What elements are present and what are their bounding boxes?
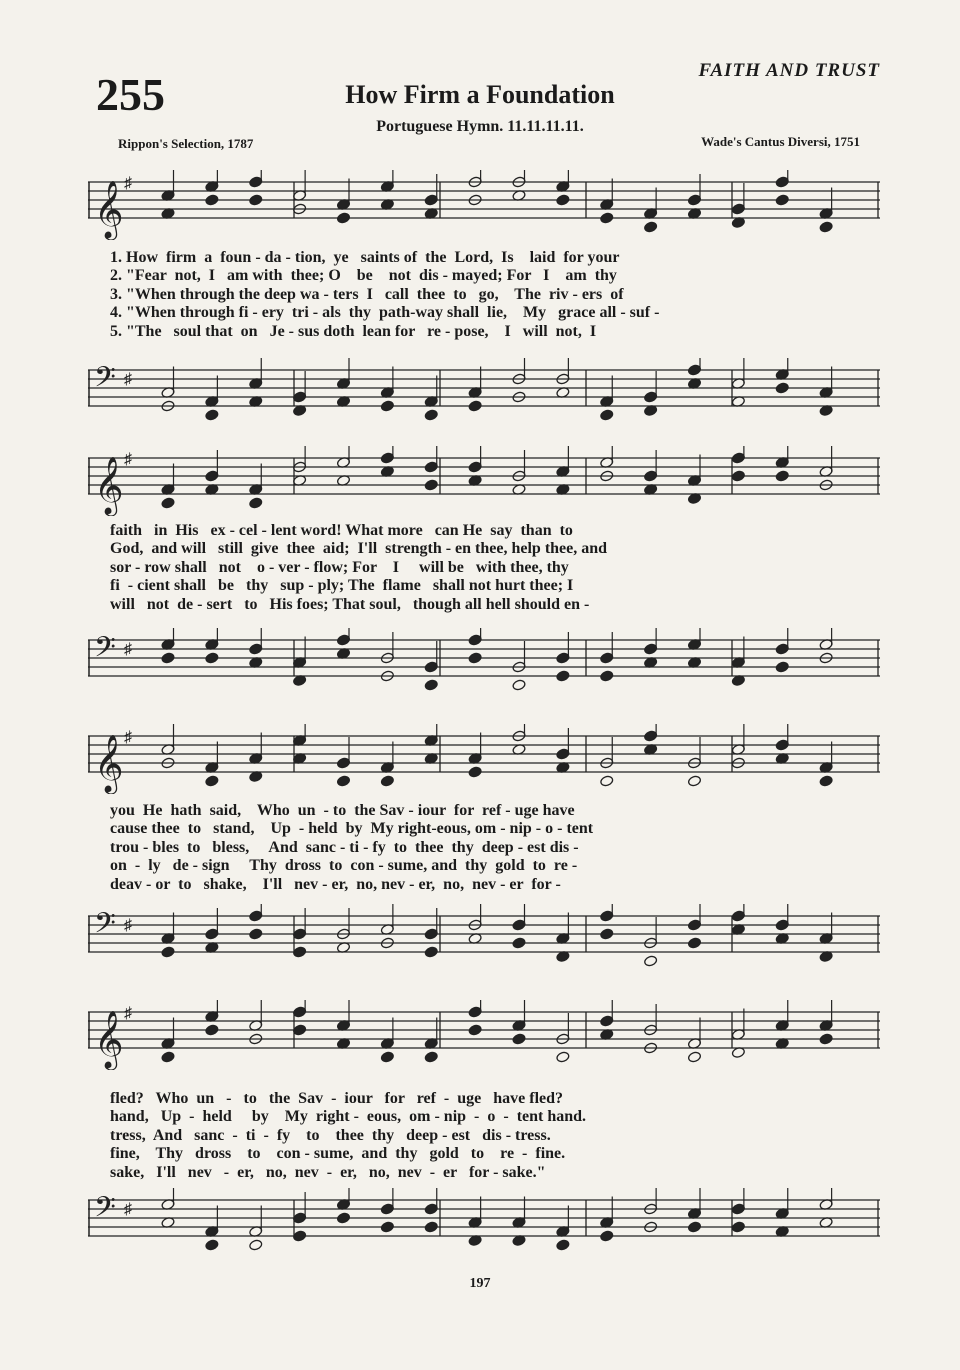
note-head [424, 409, 438, 421]
note-head [775, 382, 789, 394]
note-head [380, 1221, 394, 1233]
bass-staff-system-3 [88, 904, 880, 974]
note-head [819, 775, 833, 787]
lyrics-system-2 [110, 522, 870, 614]
note-head [600, 212, 614, 224]
note-head [424, 1221, 438, 1233]
note-head [380, 1051, 394, 1063]
lyric-verse-4: on - ly de - sign Thy dross to con - sume, and thy gold to re - [110, 857, 578, 875]
note-head [336, 775, 350, 787]
treble-clef-icon: 𝄞 [94, 734, 124, 792]
note-head [424, 946, 438, 958]
note-head [687, 775, 701, 787]
note-head [468, 400, 482, 412]
lyric-verse-5: will not de - sert to His foes; That soul, though all hell should en - [110, 595, 590, 613]
note-head [424, 1051, 438, 1063]
lyric-verse-5: 5. "The soul that on Je - sus doth lean for re - pose, I will not, I [110, 322, 597, 340]
lyric-verse-3: 3. "When through the deep wa - ters I call thee to go, The riv - ers of [110, 285, 624, 303]
note-head [336, 1212, 350, 1224]
note-head [205, 409, 219, 421]
lyrics-system-1 [110, 249, 870, 341]
note-head [249, 928, 263, 940]
note-head [161, 497, 175, 509]
note-head [424, 679, 438, 691]
treble-staff-system-1 [88, 170, 880, 240]
lyric-verse-2: cause thee to stand, Up - held by My right-eous, om - nip - o - tent [110, 820, 594, 838]
note-head [205, 775, 219, 787]
bass-clef-icon: 𝄢 [94, 907, 116, 947]
note-head [380, 775, 394, 787]
key-signature-sharp-icon: ♯ [124, 729, 132, 746]
hymn-number: 255 [96, 69, 165, 120]
lyric-verse-4: 4. "When through fi - ery tri - als thy path-way shall lie, My grace all - suf - [110, 304, 660, 322]
key-signature-sharp-icon: ♯ [124, 451, 132, 468]
note-head [205, 1024, 219, 1036]
treble-staff-system-3 [88, 724, 880, 794]
lyric-verse-1: fled? Who un - to the Sav - iour for ref - uge have fled? [110, 1090, 564, 1107]
note-head [819, 221, 833, 233]
note-head [556, 670, 570, 682]
lyric-verse-5: deav - or to shake, I'll nev - er, no, nev - er, no, nev - er for - [110, 875, 561, 893]
note-head [687, 1221, 701, 1233]
note-head [775, 194, 789, 206]
note-head [161, 1051, 175, 1063]
note-head [336, 212, 350, 224]
note-head [468, 1024, 482, 1036]
lyric-verse-1: 1. How firm a foun - da - tion, ye saints of the Lord, Is laid for your [110, 249, 620, 266]
note-head [687, 937, 701, 949]
note-head [775, 470, 789, 482]
key-signature-sharp-icon: ♯ [124, 917, 132, 934]
words-credit: Rippon's Selection, 1787 [118, 136, 254, 151]
note-head [512, 937, 526, 949]
lyric-verse-2: God, and will still give thee aid; I'll strength - en thee, help thee, and [110, 540, 608, 558]
bass-clef-icon: 𝄢 [94, 631, 116, 671]
note-head [249, 194, 263, 206]
music-credit: Wade's Cantus Diversi, 1751 [701, 134, 860, 149]
note-head [731, 1221, 745, 1233]
key-signature-sharp-icon: ♯ [124, 1005, 132, 1022]
bass-staff-system-4 [88, 1188, 880, 1260]
treble-clef-icon: 𝄞 [94, 1010, 124, 1068]
treble-staff-system-2 [88, 446, 880, 516]
page-number: 197 [469, 1276, 491, 1291]
tune-name: Portuguese Hymn. 11.11.11.11. [376, 118, 584, 135]
bass-clef-icon: 𝄢 [94, 1191, 116, 1231]
bass-staff-system-2 [88, 628, 880, 698]
lyric-verse-3: tress, And sanc - ti - fy to thee thy deep - est dis - tress. [110, 1126, 551, 1144]
note-head [775, 661, 789, 673]
note-head [556, 1051, 570, 1063]
note-head [556, 194, 570, 206]
note-head [205, 194, 219, 206]
treble-clef-icon: 𝄞 [94, 456, 124, 514]
note-head [380, 400, 394, 412]
note-head [600, 670, 614, 682]
note-head [249, 1239, 263, 1251]
note-head [819, 1033, 833, 1045]
note-head [161, 946, 175, 958]
lyric-verse-1: faith in His ex - cel - lent word! What more can He say than to [110, 522, 573, 539]
hymn-title: How Firm a Foundation [345, 80, 615, 109]
note-head [468, 652, 482, 664]
note-head [644, 955, 658, 967]
key-signature-sharp-icon: ♯ [124, 175, 132, 192]
bass-clef-icon: 𝄢 [94, 361, 116, 401]
lyric-verse-1: you He hath said, Who un - to the Sav - iour for ref - uge have [110, 802, 575, 819]
note-head [600, 409, 614, 421]
note-head [512, 679, 526, 691]
note-head [205, 1239, 219, 1251]
section-heading: FAITH AND TRUST [698, 60, 880, 81]
key-signature-sharp-icon: ♯ [124, 371, 132, 388]
lyric-verse-3: trou - bles to bless, And sanc - ti - fy to thee thy deep - est dis - [110, 838, 579, 856]
lyrics-system-3 [110, 802, 870, 894]
note-head [731, 470, 745, 482]
lyric-verse-2: hand, Up - held by My right - eous, om - nip - o - tent hand. [110, 1108, 587, 1126]
note-head [161, 652, 175, 664]
lyric-verse-5: sake, I'll nev - er, no, nev - er, no, nev - er for - sake." [110, 1163, 546, 1181]
note-head [424, 479, 438, 491]
key-signature-sharp-icon: ♯ [124, 641, 132, 658]
lyric-verse-4: fine, Thy dross to con - sume, and thy gold to re - fine. [110, 1145, 566, 1163]
key-signature-sharp-icon: ♯ [124, 1201, 132, 1218]
note-head [600, 1230, 614, 1242]
treble-clef-icon: 𝄞 [94, 180, 124, 238]
lyric-verse-2: 2. "Fear not, I am with thee; O be not dis - mayed; For I am thy [110, 267, 617, 285]
note-head [644, 221, 658, 233]
note-head [600, 928, 614, 940]
lyric-verse-4: fi - cient shall be thy sup - ply; The flame shall not hurt thee; I [110, 577, 574, 595]
note-head [205, 652, 219, 664]
note-head [556, 1239, 570, 1251]
note-head [468, 766, 482, 778]
note-head [600, 775, 614, 787]
treble-staff-system-4 [88, 1000, 880, 1070]
lyrics-system-4 [110, 1090, 870, 1182]
note-head [512, 1033, 526, 1045]
lyric-verse-3: sor - row shall not o - ver - flow; For I will be with thee, thy [110, 558, 569, 576]
note-head [249, 497, 263, 509]
bass-staff-system-1 [88, 358, 880, 428]
note-head [687, 1051, 701, 1063]
